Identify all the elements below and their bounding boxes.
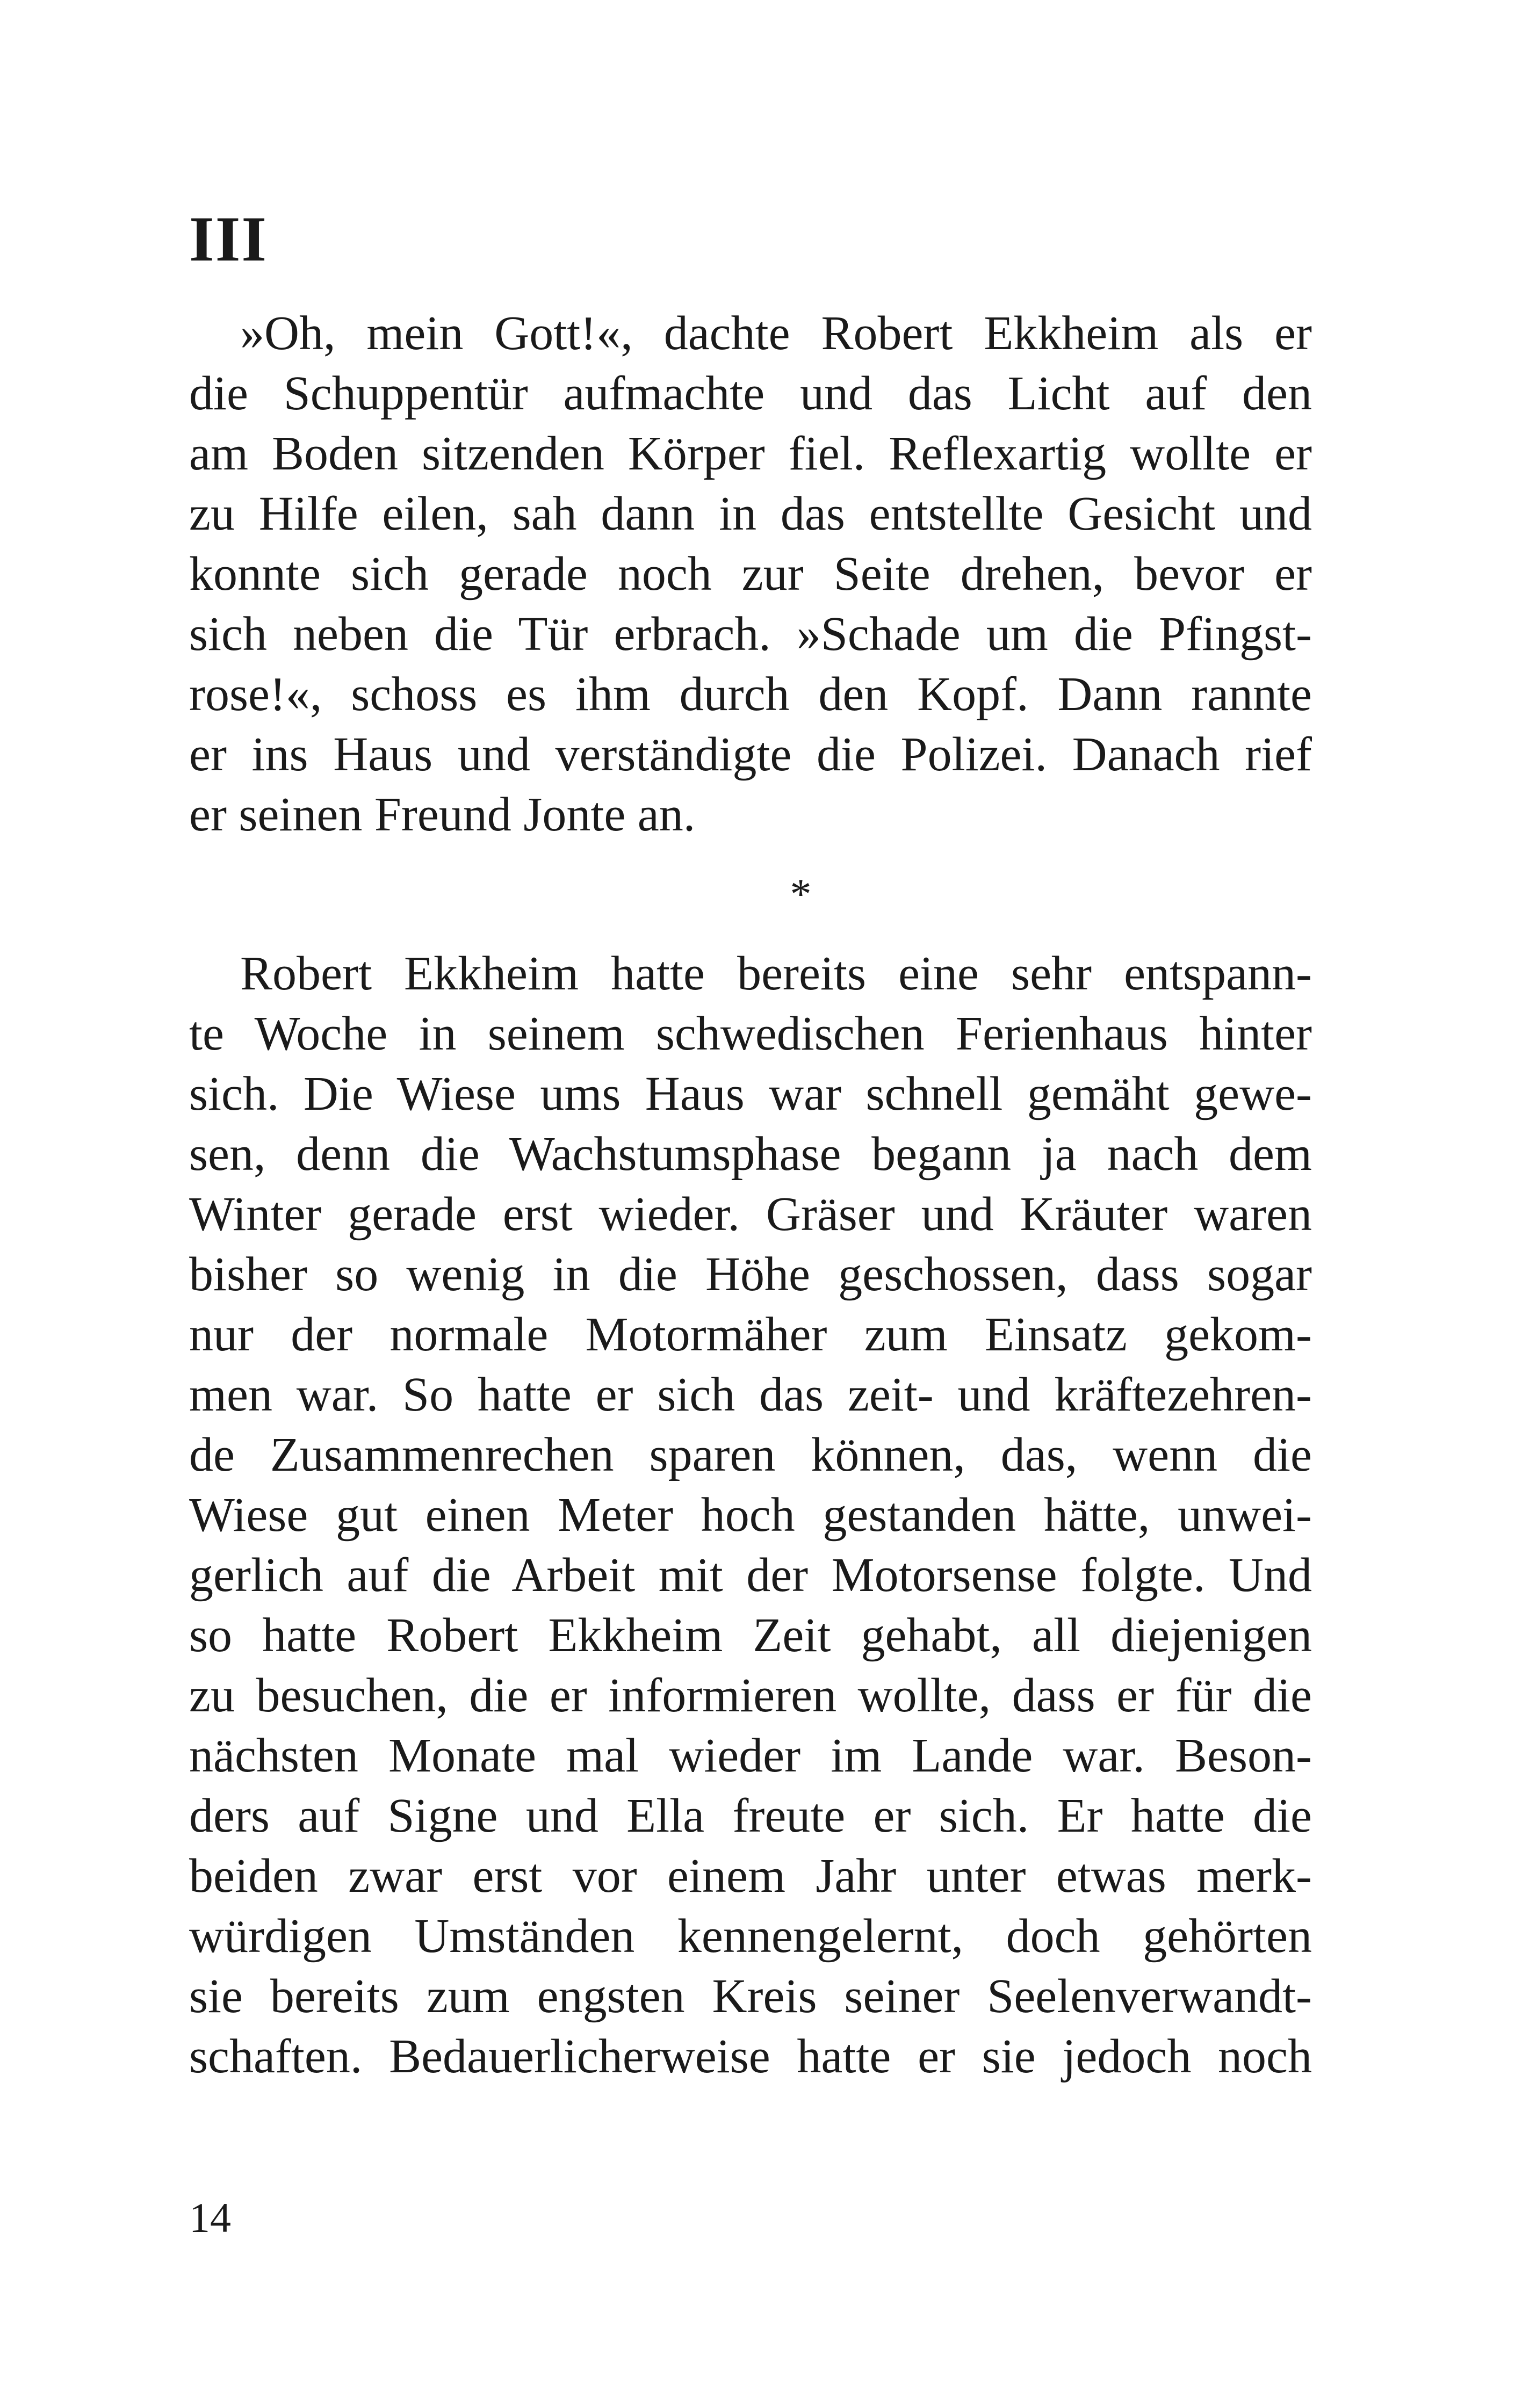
text-line: sen, denn die Wachstumsphase begann ja nach dem [189,1127,1312,1181]
text-line: er seinen Freund Jonte an. [189,788,696,841]
text-line: konnte sich gerade noch zur Seite drehen, bevor er [189,547,1312,601]
text-line: Robert Ekkheim hatte bereits eine sehr entspann- [240,947,1312,1000]
text-line: nur der normale Motormäher zum Einsatz gekom- [189,1308,1312,1361]
text-line: am Boden sitzenden Körper fiel. Reflexartig wollte er [189,427,1312,480]
text-line: »Oh, mein Gott!«, dachte Robert Ekkheim als er [240,307,1312,360]
paragraph-main [189,944,1312,2087]
text-line: so hatte Robert Ekkheim Zeit gehabt, all diejenigen [189,1609,1312,1662]
text-line: zu besuchen, die er informieren wollte, dass er für die [189,1669,1312,1722]
text-line: bisher so wenig in die Höhe geschossen, dass sogar [189,1248,1312,1301]
text-line: sich. Die Wiese ums Haus war schnell gemäht gewe- [189,1067,1312,1120]
text-line: Winter gerade erst wieder. Gräser und Kräuter waren [189,1188,1312,1241]
text-line: beiden zwar erst vor einem Jahr unter etwas merk- [189,1849,1312,1903]
text-line: Wiese gut einen Meter hoch gestanden hätte, unwei- [189,1488,1312,1542]
section-separator: * [790,871,812,918]
text-line: die Schuppentür aufmachte und das Licht auf den [189,367,1312,420]
text-line: de Zusammenrechen sparen können, das, wenn die [189,1428,1312,1481]
chapter-heading: III [189,203,268,274]
text-line: rose!«, schoss es ihm durch den Kopf. Dann rannte [189,668,1312,721]
text-line: te Woche in seinem schwedischen Ferienhaus hinter [189,1007,1312,1060]
paragraph-opening [189,303,1312,845]
text-line: sie bereits zum engsten Kreis seiner Seelenverwandt- [189,1970,1312,2023]
text-line: schaften. Bedauerlicherweise hatte er sie jedoch noch [189,2030,1312,2083]
text-line: men war. So hatte er sich das zeit- und kräftezehren- [189,1368,1312,1421]
page-number: 14 [189,2194,231,2241]
text-line: sich neben die Tür erbrach. »Schade um die Pfingst- [189,608,1312,661]
text-line: gerlich auf die Arbeit mit der Motorsense folgte. Und [189,1549,1312,1602]
text-line: würdigen Umständen kennengelernt, doch gehörten [189,1910,1312,1963]
text-line: ders auf Signe und Ella freute er sich. Er hatte die [189,1789,1312,1842]
text-line: nächsten Monate mal wieder im Lande war. Beson- [189,1729,1312,1782]
text-line: zu Hilfe eilen, sah dann in das entstellte Gesicht und [189,487,1312,540]
text-line: er ins Haus und verständigte die Polizei. Danach rief [189,728,1312,781]
